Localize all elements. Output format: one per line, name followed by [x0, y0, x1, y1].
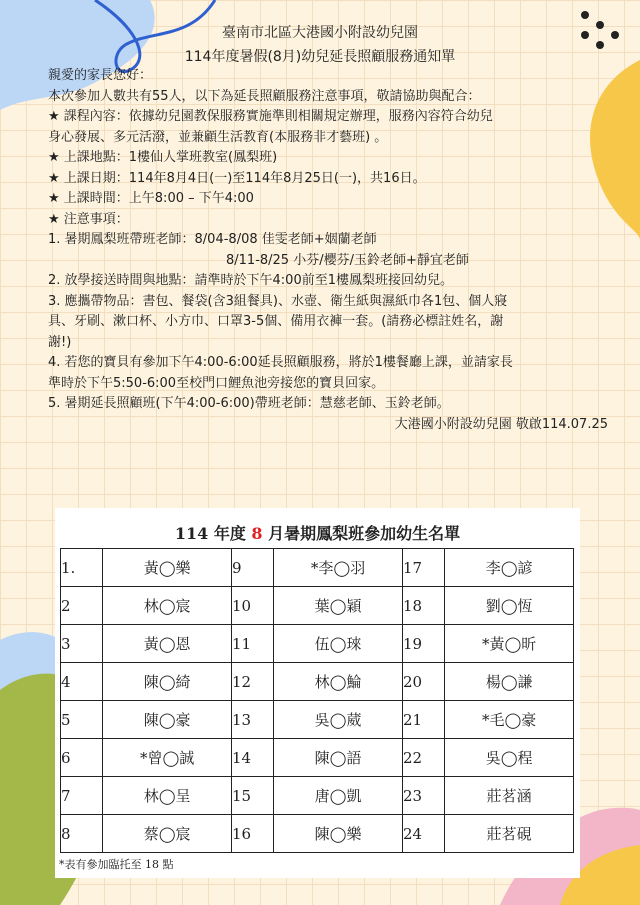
student-number: 15 — [231, 777, 273, 815]
time-line: ★ 上課時間：上午8:00 – 下午4:00 — [48, 191, 254, 206]
student-name: 陳◯樂 — [274, 815, 403, 853]
student-name: 蔡◯宸 — [103, 815, 232, 853]
student-number: 11 — [231, 625, 273, 663]
table-row — [61, 701, 574, 739]
note-4b: 準時於下午5:50-6:00至校門口鯉魚池旁接您的寶貝回家。 — [48, 375, 385, 391]
student-number: 23 — [402, 777, 444, 815]
student-number: 17 — [402, 549, 444, 587]
student-number: 3 — [61, 625, 103, 663]
notice-body — [48, 66, 608, 435]
student-number: 2 — [61, 587, 103, 625]
signature: 大港國小附設幼兒園 敬啟114.07.25 — [394, 416, 608, 432]
student-name: 楊◯謙 — [445, 663, 574, 701]
table-row — [61, 587, 574, 625]
roster-sheet — [55, 508, 580, 878]
student-name: 伍◯琜 — [274, 625, 403, 663]
roster-title-month: 8 — [251, 524, 263, 543]
student-number: 21 — [402, 701, 444, 739]
student-number: 10 — [231, 587, 273, 625]
table-row — [61, 739, 574, 777]
note-5: 5. 暑期延長照顧班(下午4:00-6:00)帶班老師：慧慈老師、玉鈴老師。 — [48, 396, 450, 411]
student-name: 吳◯程 — [445, 739, 574, 777]
student-name: 葉◯穎 — [274, 587, 403, 625]
table-row — [61, 777, 574, 815]
note-3a: 3. 應攜帶物品：書包、餐袋(含3組餐具)、水壺、衛生紙與濕紙巾各1包、個人寢 — [48, 293, 508, 309]
table-row — [61, 663, 574, 701]
student-name: *曾◯誠 — [103, 739, 232, 777]
roster-footnote: *表有參加臨托至 18 點 — [59, 858, 174, 871]
student-name: 莊茗硯 — [445, 815, 574, 853]
content-line-1: ★ 課程內容：依據幼兒園教保服務實施準則相關規定辦理，服務內容符合幼兒 — [48, 109, 493, 124]
roster-title — [55, 508, 580, 548]
student-name: 劉◯恆 — [445, 587, 574, 625]
student-name: *黃◯昕 — [445, 625, 574, 663]
student-name: 陳◯綺 — [103, 663, 232, 701]
student-name: 黃◯恩 — [103, 625, 232, 663]
student-number: 4 — [61, 663, 103, 701]
school-name: 臺南市北區大港國小附設幼兒園 — [222, 25, 418, 41]
student-number: 6 — [61, 739, 103, 777]
student-number: 24 — [402, 815, 444, 853]
student-name: 陳◯語 — [274, 739, 403, 777]
student-number: 9 — [231, 549, 273, 587]
student-number: 1. — [61, 549, 103, 587]
student-name: 莊茗涵 — [445, 777, 574, 815]
student-number: 8 — [61, 815, 103, 853]
student-number: 14 — [231, 739, 273, 777]
student-number: 13 — [231, 701, 273, 739]
note-2: 2. 放學接送時間與地點：請準時於下午4:00前至1樓鳳梨班接回幼兒。 — [48, 273, 453, 288]
content-line-2: 身心發展、多元活潑，並兼顧生活教育(本服務非才藝班) 。 — [48, 129, 388, 145]
note-1a: 1. 暑期鳳梨班帶班老師：8/04-8/08 佳雯老師+姻蘭老師 — [48, 232, 377, 247]
student-name: *毛◯豪 — [445, 701, 574, 739]
dates-line: ★ 上課日期：114年8月4日(一)至114年8月25日(一)，共16日。 — [48, 170, 426, 186]
student-name: 陳◯豪 — [103, 701, 232, 739]
note-1b: 8/11-8/25 小芬/櫻芬/玉鈴老師+靜宜老師 — [226, 252, 469, 268]
student-name: 吳◯葳 — [274, 701, 403, 739]
student-name: 唐◯凱 — [274, 777, 403, 815]
student-number: 18 — [402, 587, 444, 625]
notes-title: ★ 注意事項： — [48, 211, 129, 227]
greeting: 親愛的家長您好： — [48, 68, 153, 83]
note-3b: 具、牙刷、漱口杯、小方巾、口罩3-5個、備用衣褲一套。(請務必標註姓名，謝 — [48, 314, 504, 329]
location-line: ★ 上課地點：1樓仙人掌班教室(鳳梨班) — [48, 150, 278, 165]
student-number: 12 — [231, 663, 273, 701]
intro-line: 本次參加人數共有55人，以下為延長照顧服務注意事項，敬請協助與配合： — [48, 88, 481, 104]
student-name: 林◯呈 — [103, 777, 232, 815]
student-name: 李◯諺 — [445, 549, 574, 587]
student-number: 7 — [61, 777, 103, 815]
student-number: 19 — [402, 625, 444, 663]
student-number: 22 — [402, 739, 444, 777]
student-name: *李◯羽 — [274, 549, 403, 587]
dot-1 — [581, 11, 589, 19]
table-row — [61, 625, 574, 663]
student-number: 16 — [231, 815, 273, 853]
notice-title: 114年度暑假(8月)幼兒延長照顧服務通知單 — [184, 49, 456, 65]
note-3c: 謝!) — [48, 334, 72, 350]
note-4a: 4. 若您的寶貝有參加下午4:00-6:00延長照顧服務，將於1樓餐廳上課，並請家長 — [48, 355, 513, 370]
student-name: 林◯鯩 — [274, 663, 403, 701]
student-name: 黃◯樂 — [103, 549, 232, 587]
student-name: 林◯宸 — [103, 587, 232, 625]
table-row — [61, 815, 574, 853]
roster-title-suffix: 月暑期鳳梨班參加幼生名單 — [262, 524, 461, 543]
roster-title-prefix: 114 年度 — [174, 524, 252, 543]
student-number: 20 — [402, 663, 444, 701]
roster-table — [60, 548, 574, 853]
table-row — [61, 549, 574, 587]
student-number: 5 — [61, 701, 103, 739]
